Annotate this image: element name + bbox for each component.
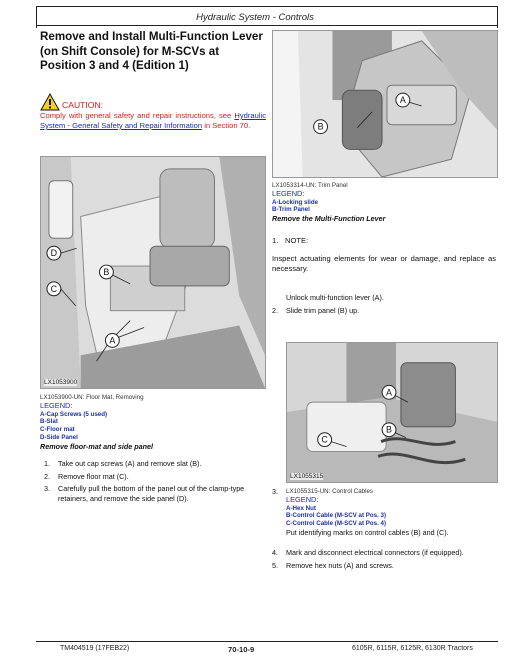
- figure-floor-mat-image: [40, 156, 266, 389]
- step-number: 4.: [272, 548, 278, 557]
- legend-item: D-Side Panel: [40, 433, 78, 441]
- legend-item: C-Floor mat: [40, 426, 75, 434]
- footer-rule: [36, 641, 498, 642]
- step: [44, 472, 266, 482]
- figure3-caption: [272, 488, 498, 538]
- step-text: Slide trim panel (B) up.: [286, 305, 360, 315]
- page-title: Remove and Install Multi-Function Lever (on Shift Console) for M-SCVs at Position 3 and 4 (Edition 1): [40, 30, 263, 73]
- step-number: [272, 293, 286, 303]
- step-text: Mark and disconnect electrical connectors (if equipped).: [286, 548, 464, 557]
- step: [272, 561, 496, 571]
- step-number: 5.: [272, 560, 278, 570]
- caption-title: Remove floor-mat and side panel: [40, 441, 154, 451]
- callout-c-label: C: [321, 434, 328, 445]
- legend-item: A-Hex Nut: [286, 504, 316, 512]
- footer-product: 6105R, 6115R, 6125R, 6130R Tractors: [352, 645, 473, 652]
- note-label: NOTE:: [285, 236, 309, 245]
- caution-block: [40, 91, 266, 131]
- caption-ref: LX1055315-UN: Control Cables: [286, 488, 374, 495]
- warning-triangle-icon: [40, 93, 60, 111]
- step-number: 2.: [44, 471, 50, 481]
- caution-word: CAUTION:: [62, 100, 104, 110]
- step-text: Remove hex nuts (A) and screws.: [286, 560, 394, 570]
- caption-ref: LX1053314-UN: Trim Panel: [272, 182, 348, 189]
- step-number: 1.: [44, 459, 50, 468]
- step-text: Take out cap screws (A) and remove slat (B).: [58, 459, 202, 468]
- legend-item: C-Control Cable (M-SCV at Pos. 4): [286, 520, 387, 528]
- step: [44, 459, 266, 469]
- image-id: LX1053900: [44, 379, 78, 386]
- note-number: 1.: [272, 236, 279, 245]
- callout-b-label: B: [317, 121, 324, 132]
- legend-item: B-Slat: [40, 418, 58, 426]
- callout-a-label: A: [386, 387, 392, 398]
- left-steps: [44, 459, 266, 506]
- callout-b-label: B: [103, 267, 110, 278]
- step-text: Put identifying marks on control cables (B) and (C).: [286, 527, 449, 537]
- step: [272, 306, 496, 316]
- figure2-caption: [272, 182, 498, 223]
- caution-tail: in Section 70.: [202, 121, 251, 130]
- step: [44, 484, 266, 503]
- note-row: [272, 236, 496, 246]
- figure1-caption: [40, 394, 266, 451]
- callout-b-label: B: [386, 424, 392, 435]
- legend-label: LEGEND:: [272, 188, 305, 198]
- caution-text: [40, 111, 266, 131]
- note-block: [272, 236, 496, 274]
- image-id: LX1055315: [290, 473, 324, 480]
- caution-link[interactable]: Hydraulic System - General Safety and Repair Information: [40, 111, 266, 130]
- caption-ref: LX1053900-UN: Floor Mat, Removing: [40, 394, 144, 401]
- legend-item: B-Control Cable (M-SCV at Pos. 3): [286, 512, 387, 520]
- callout-a-label: A: [399, 95, 406, 106]
- legend-label: LEGEND:: [40, 400, 73, 410]
- figure-trim-panel-image: [272, 30, 498, 178]
- section-header: Hydraulic System - Controls: [196, 12, 314, 23]
- step-number: 2.: [272, 305, 278, 315]
- note-text: Inspect actuating elements for wear or damage, and replace as necessary.: [272, 254, 496, 273]
- callout-a-label: A: [109, 335, 116, 346]
- footer-page-number: 70-10-9: [228, 645, 255, 654]
- figure3-caption-body: [286, 488, 498, 538]
- caution-sentence: Comply with general safety and repair instructions, see: [40, 111, 232, 120]
- step-text: Remove floor mat (C).: [58, 471, 129, 481]
- legend-item: A-Locking slide: [272, 198, 319, 206]
- legend-item: B-Trim Panel: [272, 206, 310, 214]
- figure3-caption-row: [272, 488, 498, 538]
- step-text: Carefully pull the bottom of the panel out of the clamp-type retainers, and remove the side panel (D).: [58, 484, 245, 503]
- step-text: Unlock multi-function lever (A).: [286, 293, 384, 302]
- footer-doc-id: TM404519 (17FEB22): [60, 645, 130, 652]
- figure-control-cables-image: [286, 342, 498, 483]
- header-rule: [36, 25, 498, 26]
- mid-steps: [272, 293, 496, 318]
- step: [272, 548, 496, 558]
- step: [272, 293, 496, 303]
- callout-d-label: D: [50, 248, 58, 259]
- step-number: 3.: [272, 487, 278, 496]
- caption-title: Remove the Multi-Function Lever: [272, 214, 386, 224]
- legend-label: LEGEND:: [286, 494, 319, 504]
- right-steps: [272, 548, 496, 573]
- callout-c-label: C: [50, 283, 58, 294]
- legend-item: A-Cap Screws (5 used): [40, 410, 108, 418]
- step-number: 3.: [44, 484, 50, 494]
